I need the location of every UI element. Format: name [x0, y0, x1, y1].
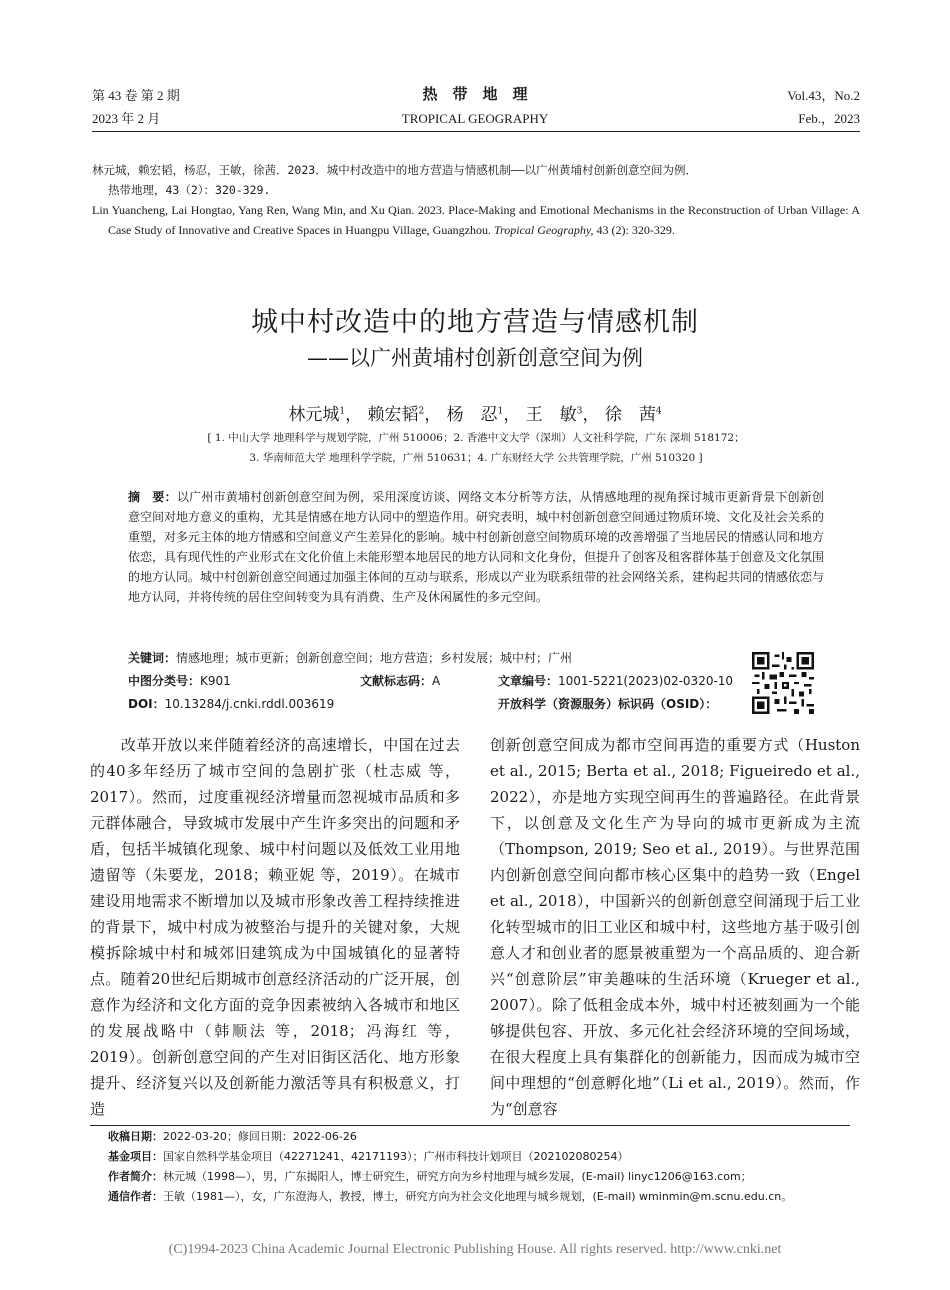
- date-cn: 2023 年 2 月: [92, 111, 161, 126]
- body-paragraph-right: 创新创意空间成为都市空间再造的重要方式（Huston et al., 2015; Berta et al., 2018; Figueiredo et al., 2022），亦是地方实现空间再生的普遍路径。在此背景下，以创意及文化生产为导向的城市更新成为主流（Thompson, 2019; Seo et al., 2019）。与世界范围内创新创意空间向都市核心区集中的趋势一致（Engel et al., 2018），中国新兴的创新创意空间涌现于后工业化转型城市的旧工业区和城中村，这些地方基于吸引创意人才和创业者的愿景被重塑为一个高品质的、迎合新兴“创意阶层”审美趣味的生活环境（Krueger et al., 2007）。除了低租金成本外，城中村还被刻画为一个能够提供包容、开放、多元化社会经济环境的空间场域，在很大程度上具有集群化的创新能力，因而成为城市空间中理想的“创意孵化地”（Li et al., 2019）。然而，作为“创意容: [490, 736, 860, 1118]
- footnote-received: 收稿日期：2022-03-20；修回日期：2022-06-26: [108, 1130, 357, 1143]
- affiliation-line2: 3. 华南师范大学 地理科学学院，广州 510631；4. 广东财经大学 公共管理学院，广州 510320 ]: [249, 452, 703, 464]
- classification-row: [128, 671, 738, 691]
- clc-value: K901: [200, 674, 231, 688]
- keywords-text: 情感地理；城市更新；创新创意空间；地方营造；乡村发展；城中村；广州: [176, 651, 573, 665]
- citation-en: [92, 200, 860, 240]
- citation-en-text: Lin Yuancheng, Lai Hongtao, Yang Ren, Wang Min, and Xu Qian. 2023. Place-Making and Emotional Mechanisms in the Reconstruction of Urban Village: A Case Study of Innovative and Creative Spaces in Huangpu Village, Guangzhou.: [92, 203, 860, 237]
- doc-code-label: 文献标志码：: [360, 674, 433, 688]
- volume-issue-cn: 第 43 卷 第 2 期: [92, 88, 180, 103]
- abstract-label: 摘 要：: [128, 490, 177, 504]
- body-column-right: [490, 732, 860, 1122]
- body-column-left: [90, 732, 460, 1122]
- abstract-text: 以广州市黄埔村创新创意空间为例，采用深度访谈、网络文本分析等方法，从情感地理的视角探讨城市更新背景下创新创意空间对地方意义的重构，尤其是情感在地方认同中的塑造作用。研究表明，城中村创新创意空间通过物质环境、文化及社会关系的重塑，对多元主体的地方情感和空间意义产生差异化的影响。城中村创新创意空间物质环境的改善增强了当地居民的情感认同和地方依恋，具有现代性的产业形式在文化价值上未能形塑本地居民的地方认同和文化身份，但提升了创客及租客群体基于创意及文化氛围的地方认同。城中村创新创意空间通过加强主体间的互动与联系，形成以产业为联系纽带的社会网络关系，建构起共同的情感依恋与地方认同，并将传统的居住空间转变为具有消费、生产及休闲属性的多元空间。: [128, 490, 825, 604]
- paper-title: 城中村改造中的地方营造与情感机制: [251, 307, 699, 338]
- citation-en-tail: 43 (2): 320-329.: [593, 223, 675, 237]
- footnote-author-bio: 作者简介：林元城（1998—），男，广东揭阳人，博士研究生，研究方向为乡村地理与城乡发展，(E-mail) linyc1206@163.com；: [108, 1170, 752, 1183]
- citation-en-journal: Tropical Geography,: [493, 223, 594, 237]
- body-paragraph-left: 改革开放以来伴随着经济的高速增长，中国在过去的40多年经历了城市空间的急剧扩张（杜志威 等，2017）。然而，过度重视经济增量而忽视城市品质和多元群体融合，导致城市发展中产生许多突出的问题和矛盾，包括半城镇化现象、城中村问题以及低效工业用地遗留等（朱要龙，2018；赖亚妮 等，2019）。在城市建设用地需求不断增加以及城市形象改善工程持续推进的背景下，城中村成为被整治与提升的关键对象，大规模拆除城中村和城郊旧建筑成为中国城镇化的显著特点。随着20世纪后期城市创意经济活动的广泛开展，创意作为经济和文化方面的竞争因素被纳入各城市和地区的发展战略中（韩顺法 等，2018；冯海红 等，2019）。创新创意空间的产生对旧街区活化、地方形象提升、经济复兴以及创新能力激活等具有积极意义，打造: [90, 736, 460, 1118]
- journal-title-en: TROPICAL GEOGRAPHY: [401, 111, 549, 126]
- clc-label: 中图分类号：: [128, 674, 201, 688]
- doc-code-value: A: [432, 674, 441, 688]
- author: 赖宏韬$^2$: [367, 405, 425, 425]
- citation-block: [92, 160, 860, 240]
- keywords-label: 关键词：: [128, 651, 177, 665]
- copyright-footer: (C)1994-2023 China Academic Journal Electronic Publishing House. All rights reserved. http://www.cnki.net: [168, 1242, 782, 1257]
- affiliation-line1: [ 1. 中山大学 地理科学与规划学院，广州 510006；2. 香港中文大学（深圳）人文社科学院，广东 深圳 518172；: [207, 432, 745, 444]
- author: 杨 忍$^1$: [446, 405, 504, 425]
- citation-cn-line2: 热带地理，43（2）：320-329.: [108, 183, 271, 197]
- doi-row: [128, 694, 768, 714]
- paper-subtitle: ——以广州黄埔村创新创意空间为例: [307, 346, 643, 370]
- osid-label: 开放科学（资源服务）标识码（OSID）：: [498, 697, 718, 711]
- author: 徐 茜$^4$: [604, 405, 662, 425]
- author: 林元城$^1$: [288, 405, 346, 425]
- date-en: Feb.，2023: [798, 111, 860, 126]
- article-no-label: 文章编号：: [498, 674, 559, 688]
- journal-title-cn: 热 带 地 理: [422, 85, 528, 103]
- author: 王 敏$^3$: [525, 405, 583, 425]
- volume-issue-en: Vol.43，No.2: [787, 88, 860, 103]
- doi-label: DOI：: [128, 697, 165, 711]
- footnote-rule: [90, 1125, 850, 1126]
- doi-value[interactable]: 10.13284/j.cnki.rddl.003619: [164, 697, 335, 711]
- author-list: 林元城$^1$， 赖宏韬$^2$， 杨 忍$^1$， 王 敏$^3$， 徐 茜$^4$: [288, 405, 662, 425]
- keywords: [128, 648, 738, 668]
- citation-cn-line1: 林元城，赖宏韬，杨忍，王敏，徐茜．2023．城中村改造中的地方营造与情感机制——以广州黄埔村创新创意空间为例．: [92, 163, 698, 177]
- abstract: [128, 487, 824, 607]
- osid-qr-code[interactable]: [752, 652, 814, 714]
- article-no-value: 1001-5221(2023)02-0320-10: [558, 674, 734, 688]
- footnote-corresponding: 通信作者：王敏（1981—），女，广东澄海人，教授，博士，研究方向为社会文化地理与城乡规划，(E-mail) wminmin@m.scnu.edu.cn。: [108, 1190, 793, 1203]
- header-rule: [92, 131, 860, 132]
- footnote-funding: 基金项目：国家自然科学基金项目（42271241、42171193）；广州市科技计划项目（202102080254）: [108, 1150, 629, 1163]
